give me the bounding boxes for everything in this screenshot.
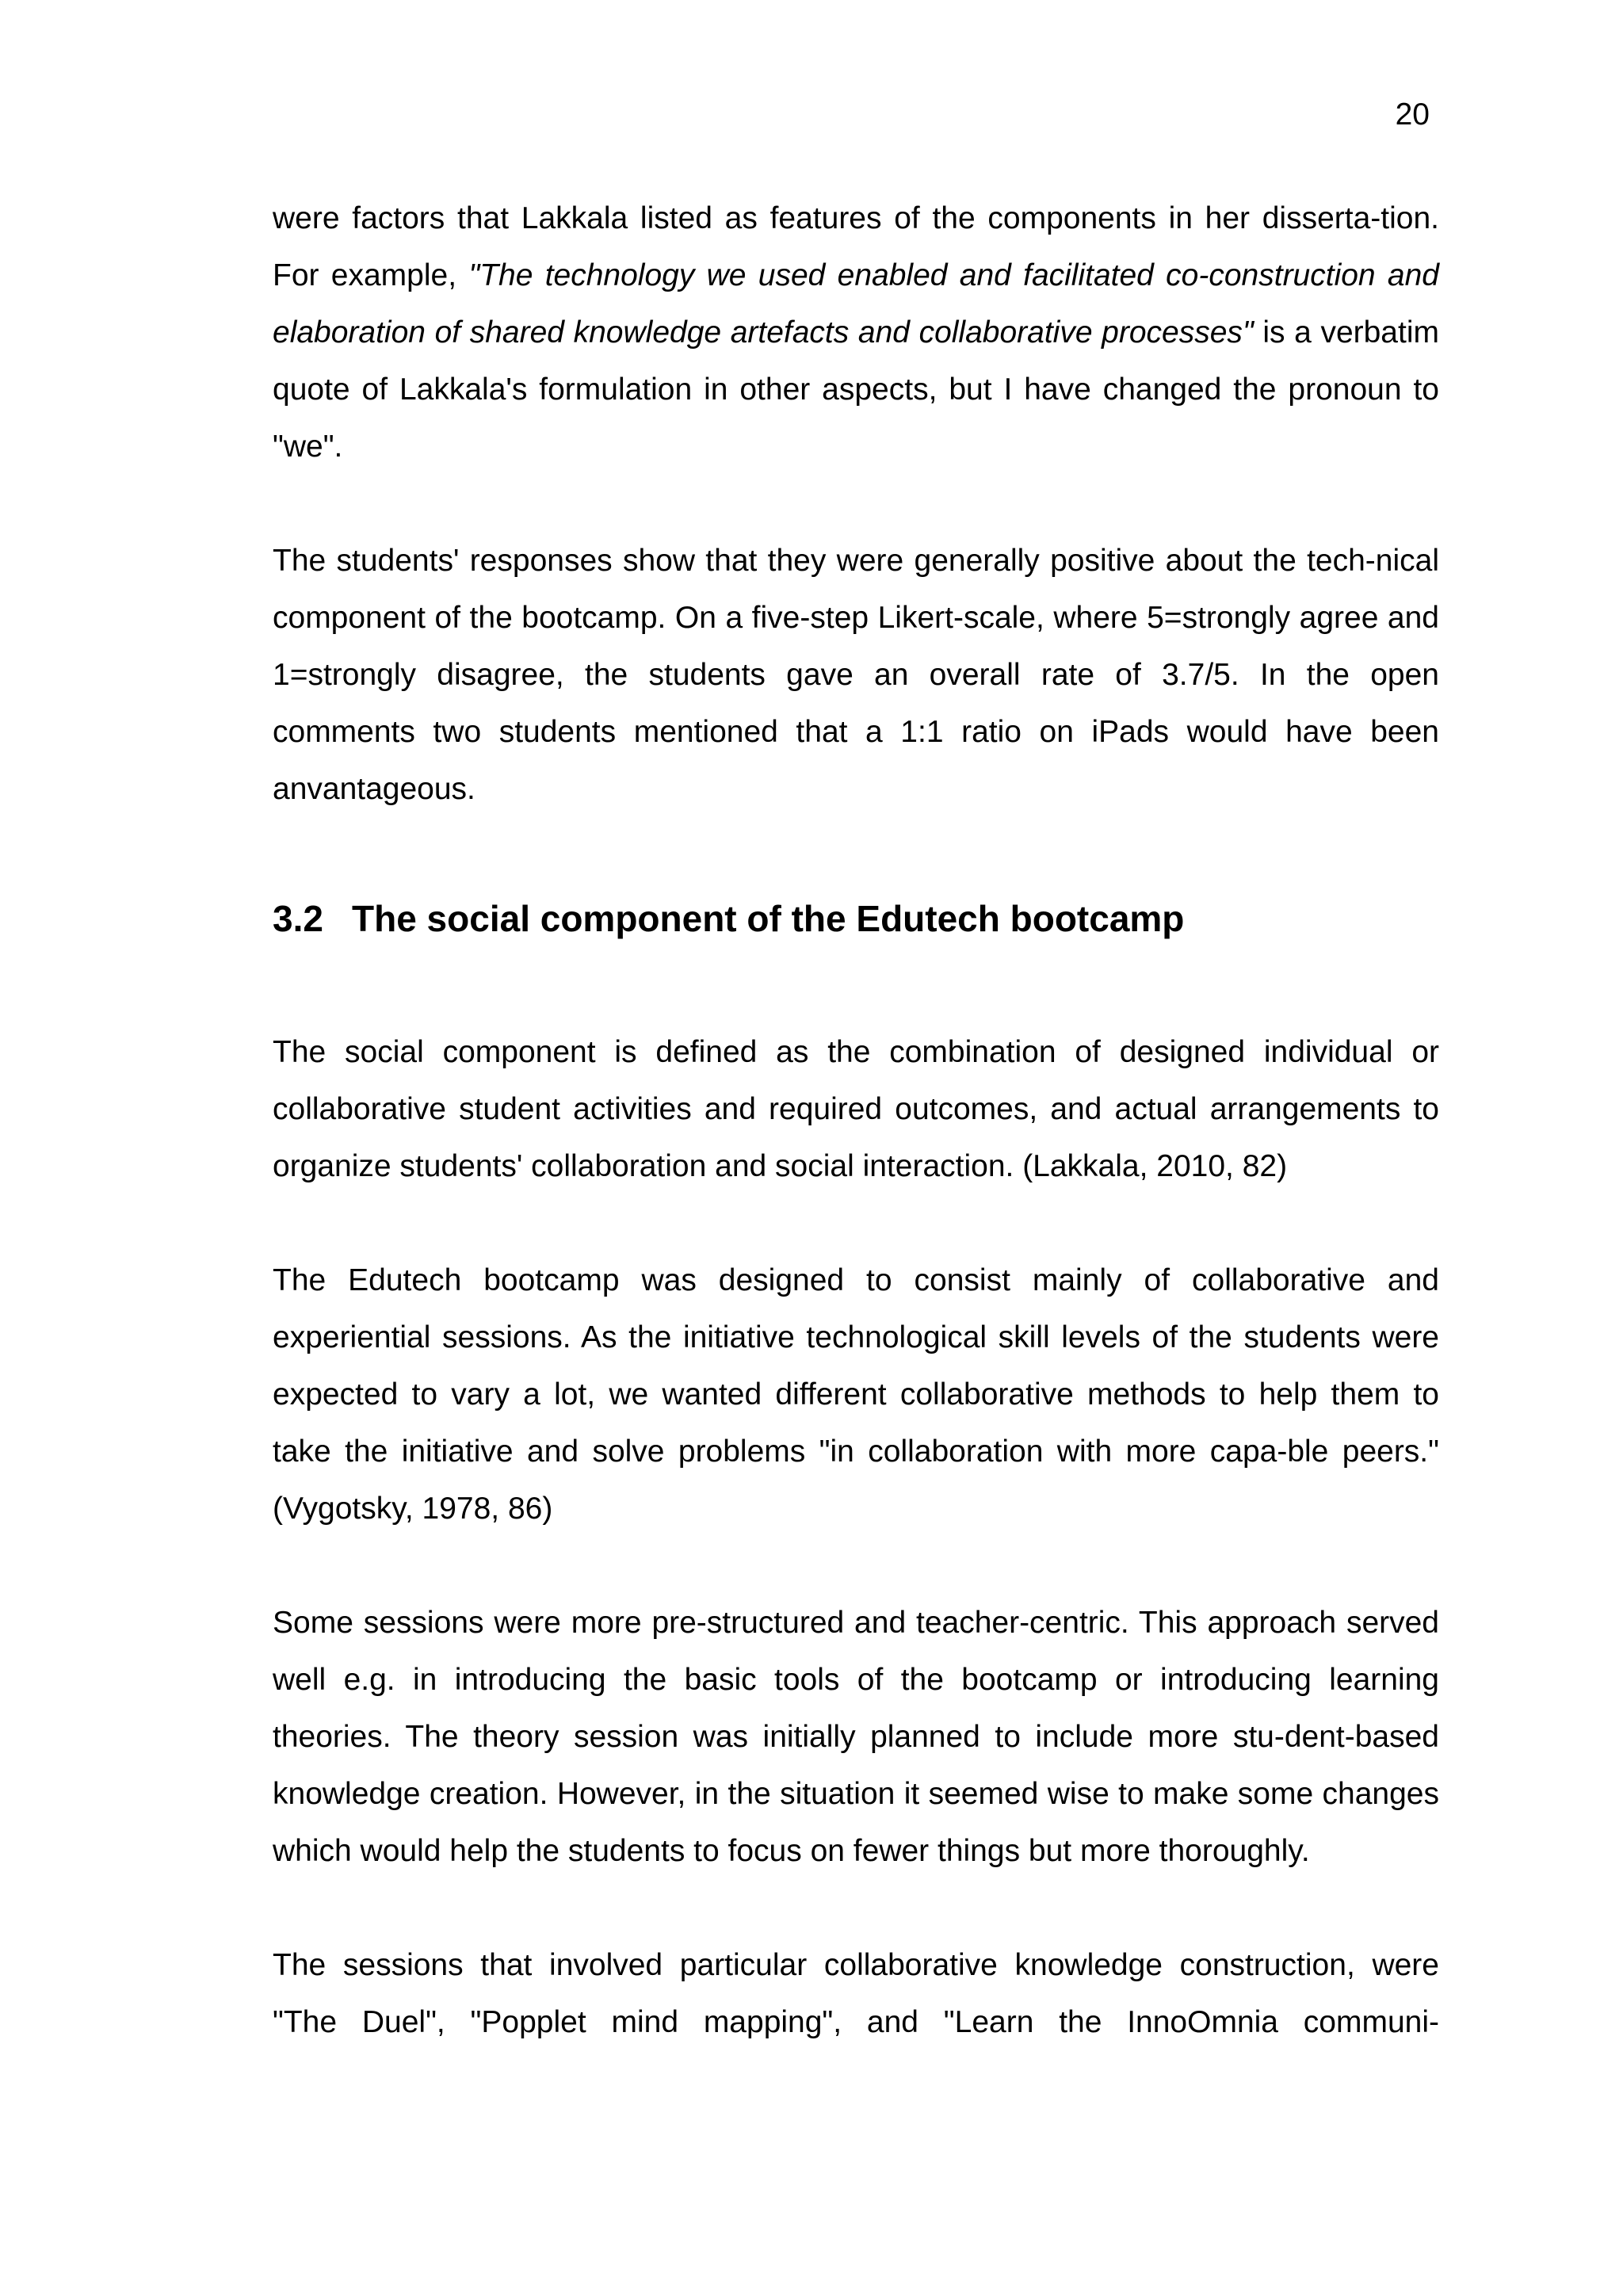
paragraph-collaborative-sessions: The sessions that involved particular collaborative knowledge construction, were "The Duel", "Popplet mind mapping", and "Learn the InnoOmnia communi-: [273, 1948, 1439, 2039]
document-body: [273, 190, 1439, 2051]
paragraph-bootcamp-design: The Edutech bootcamp was designed to consist mainly of collaborative and experiential sessions. As the initiative technological skill levels of the students were expected to vary a lot, we wanted different collaborative methods to help them to take the initiative and solve problems "in collaboration with more capa-ble peers." (Vygotsky, 1978, 86): [273, 1263, 1439, 1526]
section-title: The social component of the Edutech bootcamp: [352, 898, 1185, 939]
section-heading: [273, 895, 1439, 942]
quoted-text: "The technology we used enabled and facilitated co-construction and elaboration of shared knowledge artefacts and collaborative processes": [273, 258, 1439, 350]
paragraph-text: is a verbatim quote of Lakkala's formulation in other aspects, but I have changed the pronoun to "we".: [273, 315, 1439, 464]
paragraph-social-definition: The social component is defined as the combination of designed individual or collaborative student activities and required outcomes, and actual arrangements to organize students' collaboration and social interaction. (Lakkala, 2010, 82): [273, 1035, 1439, 1183]
paragraph-text: were factors that Lakkala listed as features of the components in her disserta-tion. For example,: [273, 201, 1439, 292]
paragraph-lakkala-quote: [273, 190, 1439, 476]
section-number: 3.2: [273, 898, 323, 939]
paragraph-student-responses: The students' responses show that they were generally positive about the tech-nical component of the bootcamp. On a five-step Likert-scale, where 5=strongly agree and 1=strongly disagree, the students gave an overall rate of 3.7/5. In the open comments two students mentioned that a 1:1 ratio on iPads would have been anvantageous.: [273, 544, 1439, 806]
page-number: 20: [1395, 97, 1430, 132]
paragraph-teacher-centric: Some sessions were more pre-structured and teacher-centric. This approach served well e.g. in introducing the basic tools of the bootcamp or introducing learning theories. The theory session was initially planned to include more stu-dent-based knowledge creation. However, in the situation it seemed wise to make some changes which would help the students to focus on fewer things but more thoroughly.: [273, 1606, 1439, 1868]
